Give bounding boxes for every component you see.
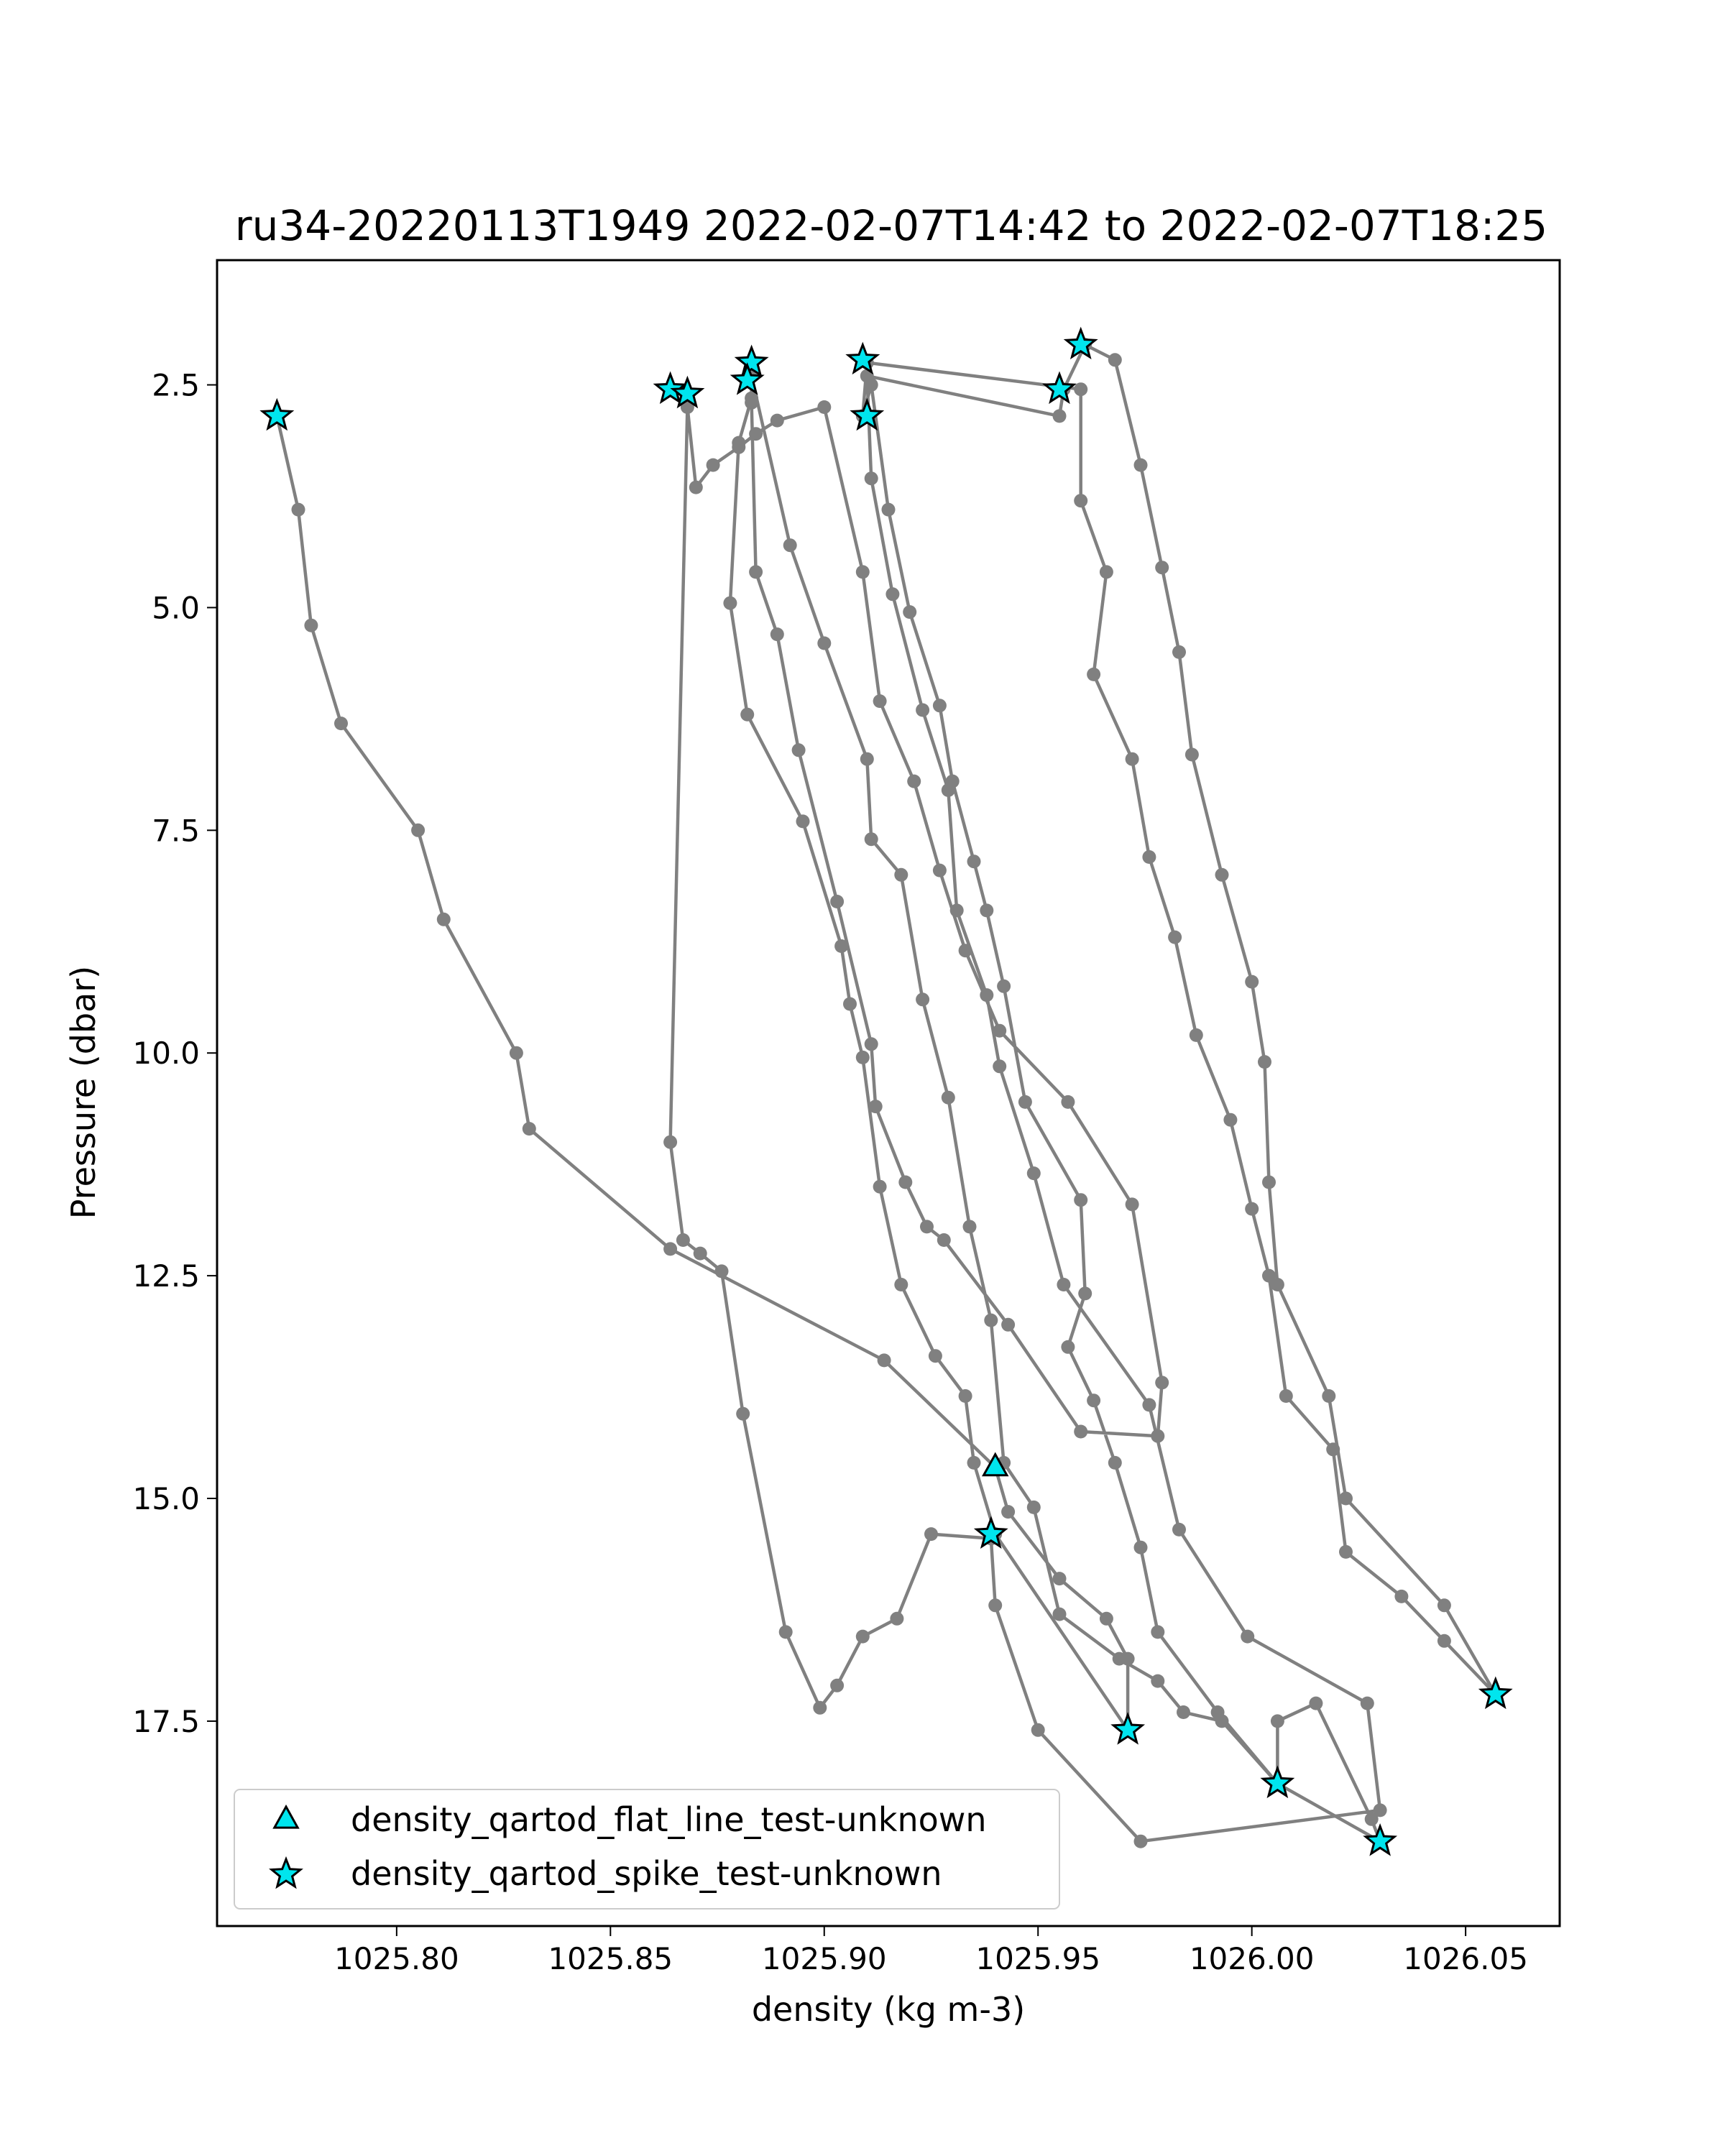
y-tick-label: 5.0 [152, 590, 200, 626]
legend-label-flat-line-test: density_qartod_flat_line_test-unknown [351, 1800, 987, 1839]
profile-point [1061, 1095, 1075, 1109]
profile-point [1087, 668, 1100, 681]
profile-point [1018, 1095, 1032, 1109]
legend-label-spike-test: density_qartod_spike_test-unknown [351, 1854, 942, 1893]
profile-point [1134, 459, 1148, 472]
profile-point [1061, 1340, 1075, 1354]
profile-point [1215, 868, 1229, 882]
profile-point [770, 627, 784, 641]
x-tick-label: 1025.85 [548, 1941, 673, 1976]
profile-point [1339, 1492, 1353, 1506]
profile-point [865, 471, 878, 485]
profile-point [1053, 409, 1067, 423]
profile-point [873, 694, 887, 708]
profile-point [1134, 1835, 1148, 1848]
profile-point [878, 1353, 891, 1367]
profile-point [1074, 382, 1087, 396]
y-tick-label: 7.5 [152, 813, 200, 849]
profile-point [1074, 1425, 1087, 1439]
profile-point [903, 605, 916, 619]
profile-point [997, 980, 1011, 993]
x-tick-label: 1025.95 [975, 1941, 1101, 1976]
profile-point [916, 704, 929, 717]
profile-point [783, 538, 797, 552]
profile-point [1053, 1572, 1067, 1585]
profile-point [817, 637, 831, 650]
y-tick-label: 2.5 [152, 367, 200, 403]
profile-point [894, 1278, 908, 1291]
profile-point [732, 441, 745, 454]
profile-point [1245, 975, 1259, 989]
profile-point [1126, 752, 1139, 766]
profile-point [984, 1314, 998, 1327]
profile-point [1108, 1456, 1122, 1470]
profile-point [715, 1264, 729, 1278]
y-axis-label: Pressure (dbar) [64, 965, 103, 1220]
profile-point [1001, 1505, 1015, 1519]
profile-point [993, 1024, 1006, 1038]
legend [234, 1789, 1059, 1909]
profile-point [523, 1122, 536, 1135]
profile-point [663, 1242, 677, 1256]
profile-point [1074, 1193, 1087, 1207]
y-tick-label: 17.5 [132, 1703, 200, 1739]
y-tick-label: 15.0 [132, 1481, 200, 1517]
profile-point [1339, 1545, 1353, 1559]
profile-point [510, 1046, 523, 1060]
profile-point [1142, 1398, 1156, 1411]
profile-point [980, 903, 993, 917]
profile-point [1177, 1705, 1190, 1719]
profile-point [1185, 748, 1199, 762]
profile-point [1262, 1176, 1276, 1189]
profile-point [950, 903, 964, 917]
profile-point [1027, 1501, 1041, 1514]
profile-point [894, 868, 908, 882]
spike-test-star-marker [1366, 1826, 1394, 1853]
profile-point [890, 1612, 903, 1626]
profile-point [865, 1037, 878, 1051]
profile-point [411, 824, 425, 837]
profile-point [1172, 1523, 1186, 1537]
profile-point [1279, 1389, 1293, 1403]
profile-point [907, 775, 921, 788]
profile-point [1271, 1714, 1284, 1728]
x-tick-label: 1026.05 [1403, 1941, 1528, 1976]
profile-point [1151, 1625, 1164, 1639]
profile-point [873, 1180, 887, 1194]
profile-point [856, 1051, 870, 1064]
profile-point [1053, 1608, 1067, 1621]
profile-point [1100, 565, 1113, 579]
profile-point [740, 708, 754, 722]
profile-point [1078, 1286, 1092, 1300]
profile-point [745, 396, 758, 410]
profile-point [1155, 1376, 1169, 1389]
profile-point [1126, 1197, 1139, 1211]
profile-point [1168, 931, 1182, 944]
y-tick-label: 10.0 [132, 1036, 200, 1072]
profile-point [1245, 1202, 1259, 1216]
profile-point [856, 1630, 870, 1644]
profile-point [933, 864, 947, 877]
spike-test-star-marker [1113, 1715, 1142, 1742]
profile-point [779, 1625, 793, 1639]
profile-point [942, 1091, 955, 1105]
profile-point [1271, 1278, 1284, 1291]
profile-point [869, 1100, 883, 1113]
profile-point [1438, 1634, 1451, 1648]
profile-point [1100, 1612, 1113, 1626]
profile-point [920, 1220, 934, 1233]
x-tick-label: 1025.90 [761, 1941, 887, 1976]
profile-point [1074, 494, 1087, 507]
profile-point [1241, 1630, 1254, 1644]
profile-point [1190, 1028, 1203, 1042]
axis-ticks [132, 368, 1527, 1976]
profile-point [1374, 1803, 1387, 1817]
profile-point [929, 1349, 942, 1363]
profile-point [676, 1233, 690, 1247]
profile-point [942, 783, 955, 797]
profile-point [817, 400, 831, 414]
profile-point [1172, 645, 1186, 659]
profile-point [980, 988, 993, 1002]
profile-point [1142, 850, 1156, 864]
profile-point [694, 1247, 707, 1261]
profile-point [898, 1176, 912, 1189]
x-axis-label: density (kg m-3) [751, 1990, 1026, 2029]
profile-point [1151, 1429, 1164, 1443]
profile-point [967, 1456, 981, 1470]
profile-point [886, 587, 899, 601]
profile-point [707, 459, 720, 472]
profile-point [933, 699, 947, 712]
profile-point [813, 1701, 827, 1715]
profile-point [437, 913, 451, 926]
profile-point [292, 503, 305, 517]
profile-point [749, 427, 763, 441]
profile-point [1361, 1697, 1374, 1710]
profile-point [963, 1220, 977, 1233]
spike-test-star-marker [848, 345, 877, 372]
x-tick-label: 1026.00 [1189, 1941, 1315, 1976]
profile-point [882, 503, 896, 517]
profile-point [723, 596, 737, 610]
profile-point [1223, 1113, 1237, 1127]
profile-point [830, 895, 844, 908]
profile-point [1151, 1674, 1164, 1688]
profile-point [1394, 1590, 1408, 1603]
profile-point [959, 944, 972, 957]
profile-point [1027, 1166, 1041, 1180]
profile-point [1108, 353, 1122, 367]
profile-point [1438, 1598, 1451, 1612]
profile-point [916, 992, 929, 1006]
profile-point [663, 1135, 677, 1149]
profile-point [860, 752, 874, 766]
profile-point [1057, 1278, 1070, 1291]
x-tick-label: 1025.80 [334, 1941, 459, 1976]
profile-point [967, 854, 981, 868]
profile-point [1258, 1055, 1271, 1069]
profile-point [304, 619, 318, 632]
profile-point [770, 414, 784, 428]
profile-point [959, 1389, 972, 1403]
profile-point [993, 1059, 1006, 1073]
profile-point [792, 743, 806, 757]
profile-point [856, 565, 870, 579]
profile-point [865, 832, 878, 846]
profile-line [277, 345, 1496, 1841]
profile-point [1211, 1705, 1225, 1719]
profile-point [334, 717, 348, 730]
profile-point [924, 1527, 938, 1541]
profile-point [796, 814, 810, 828]
profile-point [689, 481, 703, 494]
profile-point [1322, 1389, 1335, 1403]
profile-point [843, 998, 857, 1011]
y-tick-label: 12.5 [132, 1258, 200, 1294]
profile-point [1087, 1393, 1100, 1407]
profile-point [834, 939, 848, 953]
profile-point [1309, 1697, 1322, 1710]
profile-point [1001, 1318, 1015, 1332]
profile-point [1326, 1442, 1340, 1456]
plot-data [262, 330, 1509, 1853]
profile-point [937, 1233, 951, 1247]
profile-point [1155, 561, 1169, 574]
profile-point [988, 1598, 1002, 1612]
profile-point [736, 1407, 750, 1421]
spike-test-star-marker [262, 401, 291, 428]
profile-point [1113, 1652, 1126, 1666]
profile-point [1134, 1541, 1148, 1554]
profile-point [830, 1679, 844, 1692]
profile-point [749, 565, 763, 579]
profile-point [1031, 1723, 1045, 1737]
chart-title: ru34-20220113T1949 2022-02-07T14:42 to 2022-02-07T18:25 [234, 201, 1548, 250]
